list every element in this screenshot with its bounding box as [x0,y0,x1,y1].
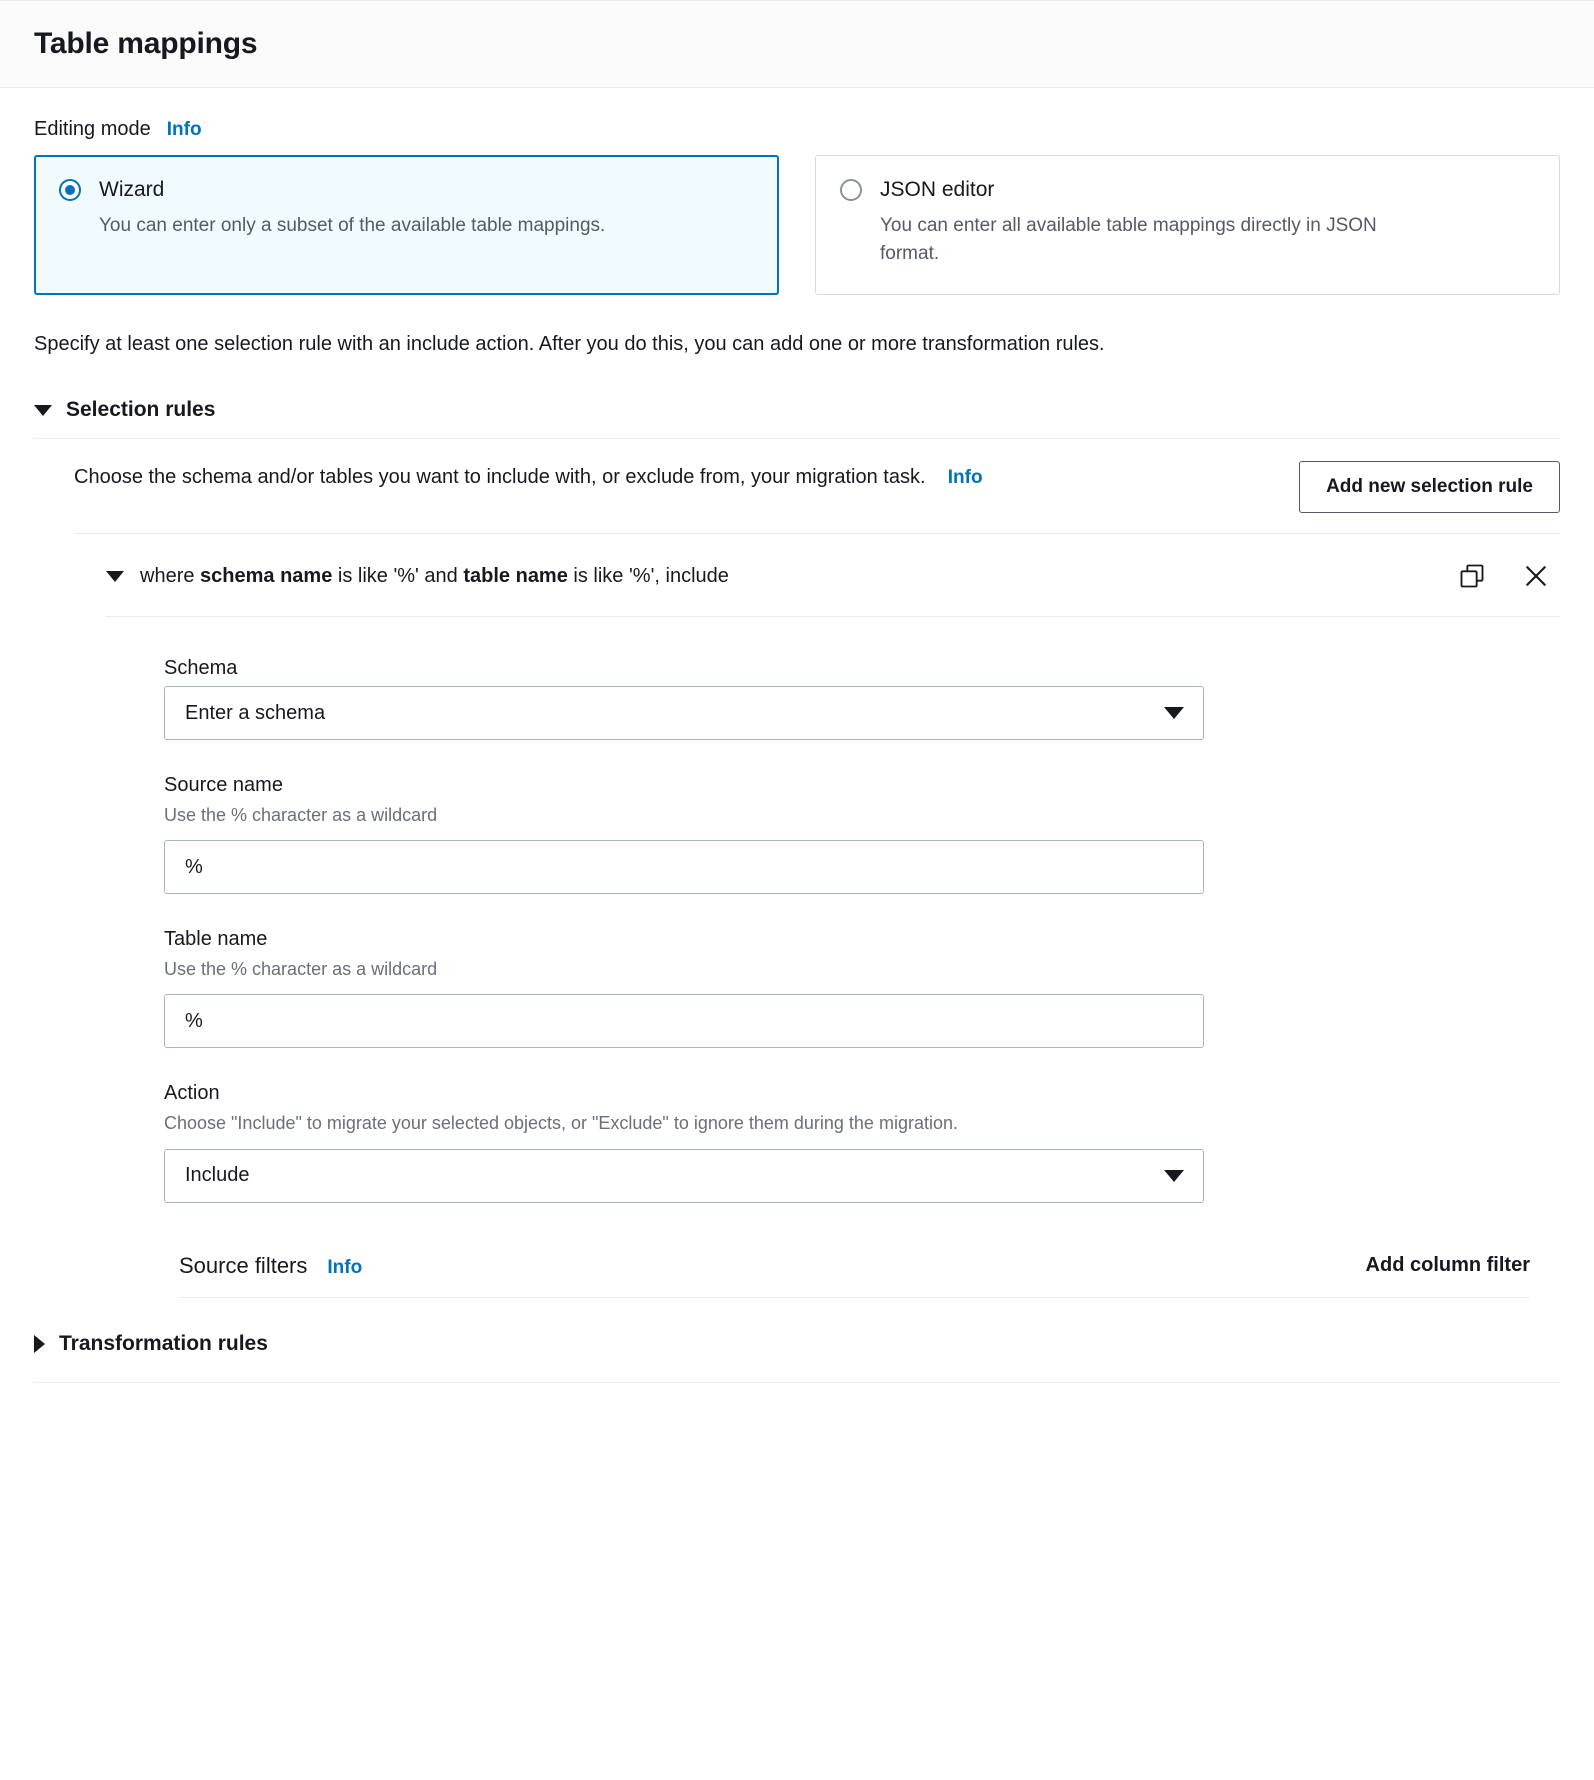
page-title: Table mappings [34,27,258,60]
table-name-input[interactable]: % [164,994,1204,1048]
panel-header [0,1,1594,88]
rule-summary-mid1: is like '%' and [332,564,464,587]
editing-mode-info-link[interactable]: Info [166,119,202,140]
schema-select[interactable]: Enter a schema [164,686,1204,740]
source-filters-left [179,1253,362,1279]
copy-icon[interactable] [1448,558,1496,594]
transformation-rules-title: Transformation rules [59,1331,268,1355]
table-name-field-group [164,928,1560,1048]
json-editor-option-description: You can enter all available table mappings directly in JSON format. [880,215,1377,264]
selection-rules-info-link[interactable]: Info [947,467,983,488]
action-select-wrap [164,1149,1204,1203]
rule-summary-table-label: table name [463,564,568,587]
selection-rule-form [74,617,1560,1203]
schema-select-wrap [164,686,1204,740]
panel-body [0,88,1594,1298]
bottom-divider [34,1382,1560,1383]
selection-rule-summary-row [106,534,1560,617]
action-field-group [164,1082,1560,1202]
intro-text: Specify at least one selection rule with an include action. After you do this, you can add one or more transformation rules. [34,333,1105,355]
rule-summary-prefix: where [140,564,201,587]
rule-chevron-down-icon[interactable] [106,571,124,582]
selection-rules-header[interactable] [34,398,1560,439]
selection-rules-description-row [74,439,1560,534]
transformation-rules-header[interactable] [34,1332,1560,1356]
json-editor-option-title: JSON editor [880,178,995,201]
add-new-selection-rule-button[interactable]: Add new selection rule [1299,461,1560,513]
editing-mode-label: Editing mode [34,118,151,140]
editing-mode-option-wizard[interactable] [34,155,779,295]
source-filters-row [179,1237,1530,1298]
source-name-hint: Use the % character as a wildcard [164,805,438,825]
rule-summary-mid2: is like '%', include [567,564,729,587]
chevron-right-icon[interactable] [34,1335,45,1353]
radio-json-editor-icon[interactable] [840,179,862,201]
json-editor-option-top [840,178,1535,202]
close-icon[interactable] [1512,558,1560,594]
source-filters-info-link[interactable]: Info [327,1256,363,1278]
source-filters-title: Source filters [179,1252,308,1278]
table-name-label: Table name [164,928,268,951]
wizard-option-top [59,178,754,202]
selection-rule-summary [140,565,1432,588]
action-label: Action [164,1082,220,1105]
editing-mode-options [34,155,1560,295]
schema-field-group [164,657,1560,740]
selection-rules-body [34,439,1560,1298]
selection-rules-description-text: Choose the schema and/or tables you want to include with, or exclude from, your migration task. [74,466,926,488]
add-column-filter-button[interactable]: Add column filter [1365,1254,1530,1277]
schema-label: Schema [164,657,238,679]
editing-mode-option-json-editor[interactable] [815,155,1560,295]
editing-mode-label-row [34,118,1560,141]
action-select[interactable]: Include [164,1149,1204,1203]
selection-rules-title: Selection rules [66,398,216,421]
selection-rules-description [74,461,983,493]
action-hint: Choose "Include" to migrate your selected objects, or "Exclude" to ignore them during the migration. [164,1113,958,1134]
chevron-down-icon[interactable] [34,405,52,416]
radio-wizard-icon[interactable] [59,179,81,201]
transformation-rules-section [0,1298,1594,1413]
source-name-label: Source name [164,774,283,796]
wizard-option-title: Wizard [99,178,165,201]
source-name-input[interactable]: % [164,840,1204,894]
source-name-field-group [164,774,1560,894]
table-name-hint: Use the % character as a wildcard [164,959,438,980]
wizard-option-description: You can enter only a subset of the available table mappings. [99,215,606,236]
rule-summary-schema-label: schema name [200,564,333,587]
